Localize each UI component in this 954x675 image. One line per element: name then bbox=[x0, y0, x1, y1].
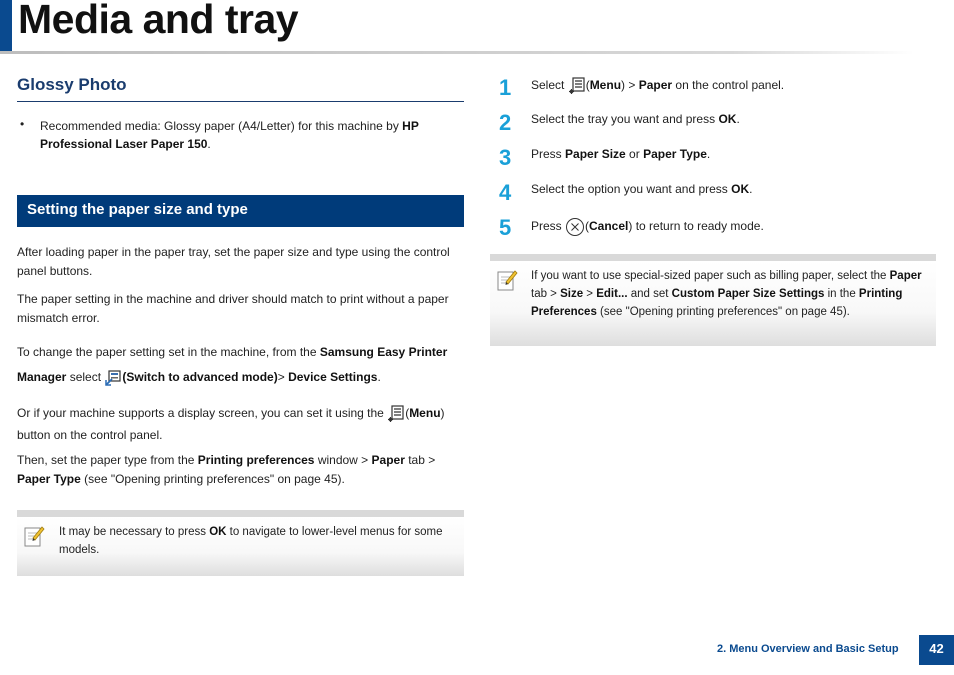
paragraph-easy-printer-manager: To change the paper setting set in the machine, from the Samsung Easy Printer Manager select (Switch to advanced mode)> Device Settings. bbox=[17, 340, 467, 390]
page-title: Media and tray bbox=[18, 0, 299, 42]
step-text: Select the tray you want and press OK. bbox=[531, 112, 740, 126]
bullet-marker: • bbox=[20, 117, 25, 131]
step-number: 3 bbox=[499, 145, 512, 170]
note-box-right bbox=[490, 254, 936, 346]
section-banner bbox=[17, 195, 464, 227]
footer-chapter-label: 2. Menu Overview and Basic Setup bbox=[717, 643, 899, 655]
step-text: Press Paper Size or Paper Type. bbox=[531, 147, 711, 161]
note-pencil-icon bbox=[23, 524, 45, 548]
paragraph-printing-preferences: Then, set the paper type from the Printing preferences window > Paper tab > Paper Type (see "Opening printing preferences" on page 45). bbox=[17, 453, 436, 486]
step-number: 4 bbox=[499, 180, 512, 205]
menu-icon bbox=[568, 77, 586, 95]
note-pencil-icon bbox=[496, 268, 518, 292]
cancel-icon bbox=[565, 217, 585, 237]
note-box-left bbox=[17, 510, 464, 576]
note-text-ok-button: It may be necessary to press OK to navigate to lower-level menus for some models. bbox=[59, 526, 443, 556]
title-divider bbox=[0, 51, 914, 54]
paragraph-setting-match: The paper setting in the machine and driver should match to print without a paper mismatch error. bbox=[17, 292, 449, 325]
section-heading-glossy-photo: Glossy Photo bbox=[17, 75, 127, 94]
step-number: 2 bbox=[499, 110, 512, 135]
paragraph-loading-paper: After loading paper in the paper tray, set the paper size and type using the control panel buttons. bbox=[17, 245, 450, 278]
recommended-media-text: Recommended media: Glossy paper (A4/Letter) for this machine by HP Professional Laser Paper 150. bbox=[40, 119, 419, 151]
switch-advanced-mode-icon bbox=[104, 369, 122, 387]
page-number-badge: 42 bbox=[919, 635, 954, 665]
title-accent-bar bbox=[0, 0, 12, 53]
step-text: Select (Menu) > Paper on the control panel. bbox=[531, 77, 784, 95]
step-text: Press (Cancel) to return to ready mode. bbox=[531, 217, 764, 237]
step-number: 5 bbox=[499, 215, 512, 240]
step-number: 1 bbox=[499, 75, 512, 100]
step-text: Select the option you want and press OK. bbox=[531, 182, 753, 196]
section-banner-title: Setting the paper size and type bbox=[27, 201, 248, 218]
note-text-custom-paper-size: If you want to use special-sized paper such as billing paper, select the Paper tab > Size > Edit... and set Custom Paper Size Settings in the Printing Preferences (see "Opening printing preferences" on page 45). bbox=[531, 270, 922, 318]
paragraph-display-screen: Or if your machine supports a display screen, you can set it using the (Menu) button on the control panel. bbox=[17, 406, 445, 442]
menu-icon bbox=[387, 405, 405, 423]
section-divider bbox=[17, 101, 464, 102]
